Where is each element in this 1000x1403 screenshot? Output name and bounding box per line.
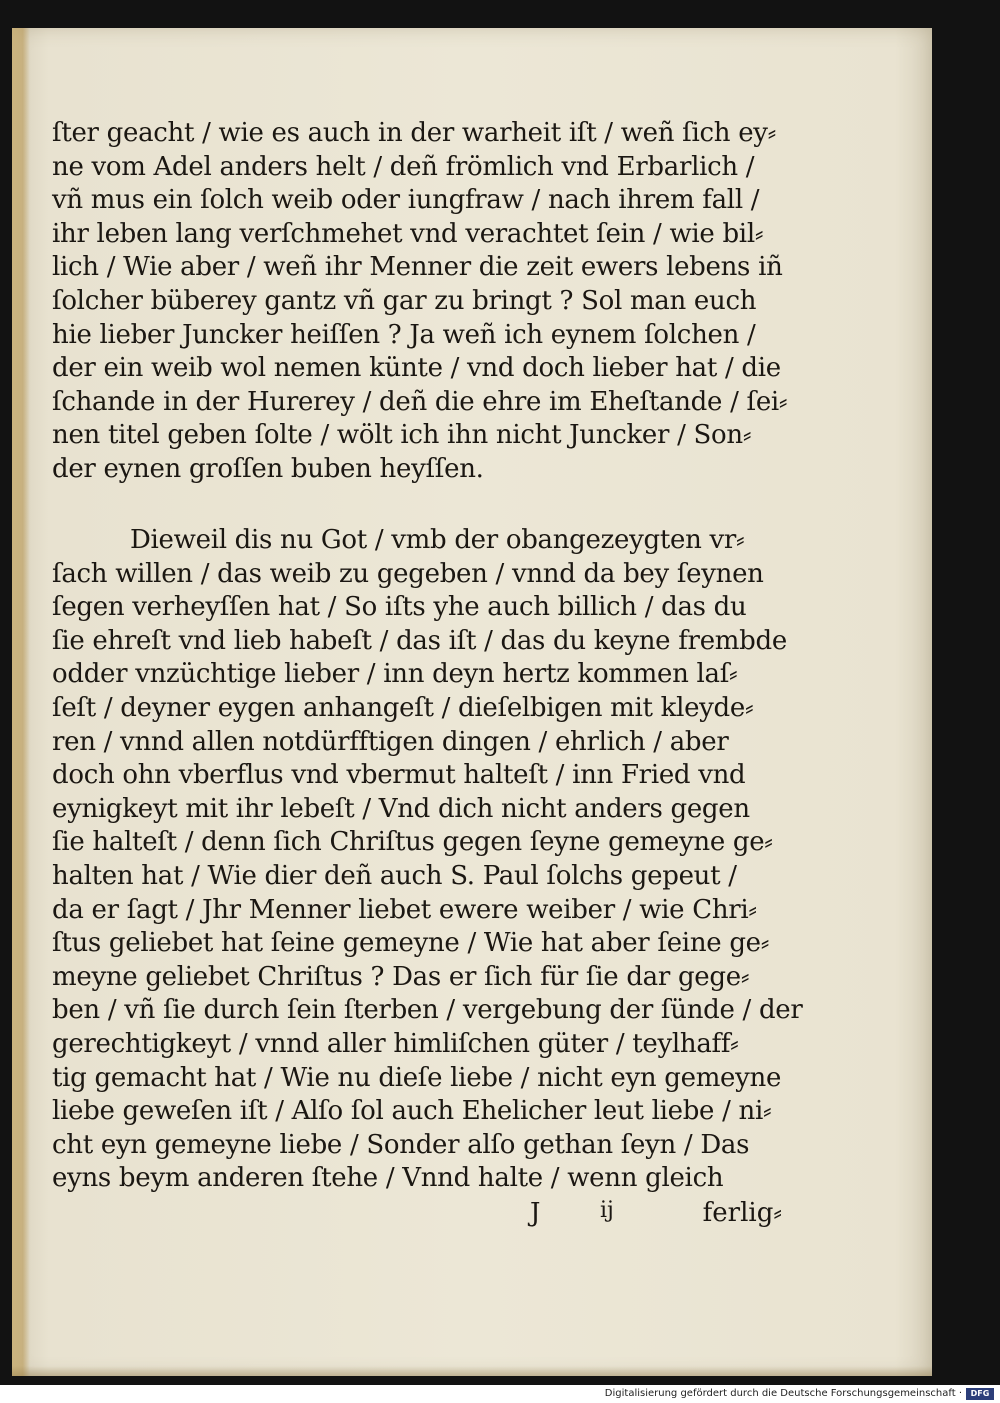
text-line: Dieweil dis nu Got / vmb der obangezeygten vr⸗ [130,525,745,555]
page-bottom-edge [12,1366,932,1376]
text-line: halten hat / Wie dier deñ auch S. Paul ſolchs gepeut / [52,861,737,891]
funding-footer-bar [0,1385,1000,1403]
text-line: gerechtigkeyt / vnnd aller himliſchen güter / teylhaff⸗ [52,1029,739,1059]
text-line: eyns beym anderen ſtehe / Vnnd halte / wenn gleich [52,1163,724,1194]
text-line: cht eyn gemeyne liebe / Sonder alſo gethan ſeyn / Das [52,1129,750,1160]
text-line: ſolcher büberey gantz vñ gar zu bringt ? Sol man euch [52,286,757,316]
text-line: hie lieber Juncker heiſſen ? Ja weñ ich eynem ſolchen / [52,319,756,350]
text-line: liebe geweſen iſt / Alſo ſol auch Ehelicher leut liebe / ni⸗ [52,1096,772,1127]
funding-note: Digitalisierung gefördert durch die Deutsche Forschungsgemeinschaft · [604,1388,962,1399]
text-line: tig gemacht hat / Wie nu dieſe liebe / nicht eyn gemeyne [52,1062,782,1093]
text-line: ihr leben lang verſchmehet vnd verachtet ſein / wie bil⸗ [52,218,764,249]
text-line: nen titel geben ſolte / wölt ich ihn nicht Juncker / Son⸗ [52,420,752,451]
text-line: ſegen verheyſſen hat / So iſts yhe auch billich / das du [52,592,747,623]
text-line: ſtus geliebet hat ſeine gemeyne / Wie hat aber ſeine ge⸗ [52,928,770,959]
catchword: ferlig⸗ [702,1198,782,1228]
text-line: ren / vnnd allen notdürfftigen dingen / ehrlich / aber [52,726,729,757]
text-line: ſchande in der Hurerey / deñ die ehre im Eheſtande / ſei⸗ [52,386,788,417]
text-line: ſeſt / deyner eygen anhangeſt / dieſelbigen mit kleyde⸗ [52,693,754,723]
text-line: lich / Wie aber / weñ ihr Menner die zeit ewers lebens iñ [52,252,783,283]
text-line: der ein weib wol nemen künte / vnd doch lieber hat / die [52,353,781,384]
dfg-logo: DFG [966,1388,994,1400]
text-line: doch ohn vberflus vnd vbermut halteſt / inn Fried vnd [52,760,746,791]
text-line: eynigkeyt mit ihr lebeſt / Vnd dich nicht anders gegen [52,793,750,824]
page-gutter-edge [12,28,30,1376]
text-line: da er ſagt / Jhr Menner liebet ewere weiber / wie Chri⸗ [52,894,757,925]
folio-number: ij [600,1198,614,1223]
text-line: ſie ehreſt vnd lieb habeſt / das iſt / das du keyne frembde [52,625,787,656]
text-line: ſie halteſt / denn ſich Chriſtus gegen ſeyne gemeyne ge⸗ [52,827,773,858]
text-line: ſter geacht / wie es auch in der warheit iſt / weñ ſich ey⸗ [52,118,777,148]
text-line: der eynen groſſen buben heyſſen. [52,454,484,484]
text-line: ben / vñ ſie durch ſein ſterben / vergebung der ſünde / der [52,995,803,1026]
text-line: meyne geliebet Chriſtus ? Das er ſich für ſie dar gege⸗ [52,961,750,992]
text-line: vñ mus ein ſolch weib oder iungfraw / nach ihrem fall / [52,185,760,216]
book-page [12,28,932,1376]
text-line: odder vnzüchtige lieber / inn deyn hertz kommen laſ⸗ [52,659,738,690]
text-line: ſach willen / das weib zu gegeben / vnnd da bey ſeynen [52,558,764,589]
signature-mark: J [530,1198,541,1228]
text-line: ne vom Adel anders helt / deñ frömlich vnd Erbarlich / [52,151,755,182]
